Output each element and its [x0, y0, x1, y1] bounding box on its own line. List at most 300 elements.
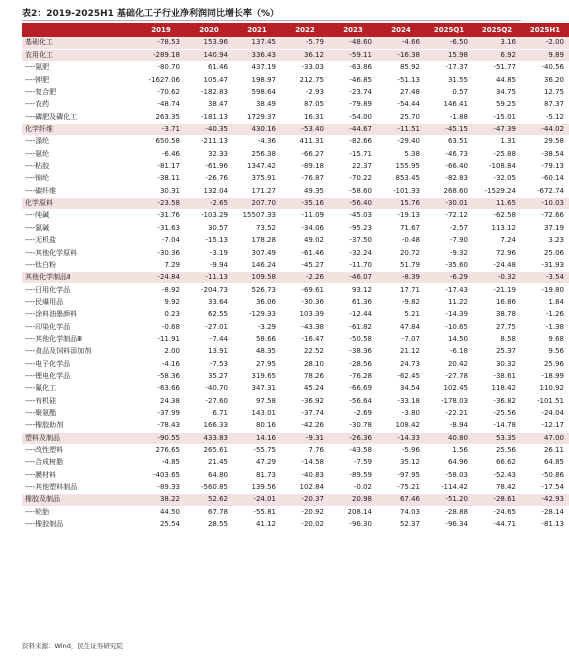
category-row [22, 37, 569, 49]
value-cell: 36.20 [521, 74, 569, 86]
subcategory-row [22, 370, 569, 382]
value-cell: -30.78 [329, 420, 377, 432]
value-cell: -54.44 [377, 99, 425, 111]
value-cell: 7.24 [473, 235, 521, 247]
value-cell: -63.86 [329, 62, 377, 74]
value-cell: -14.39 [425, 309, 473, 321]
row-label: 塑料及制品 [22, 432, 137, 444]
value-cell: 198.97 [233, 74, 281, 86]
value-cell: 40.80 [425, 432, 473, 444]
value-cell: -38.11 [137, 173, 185, 185]
value-cell: -15.01 [473, 111, 521, 123]
value-cell: 20.72 [377, 247, 425, 259]
value-cell: 207.70 [233, 197, 281, 209]
value-cell: 25.06 [521, 247, 569, 259]
value-cell: 29.58 [521, 136, 569, 148]
subcategory-row [22, 210, 569, 222]
value-cell: -19.80 [521, 284, 569, 296]
value-cell: 31.55 [425, 74, 473, 86]
value-cell: -76.87 [281, 173, 329, 185]
value-cell: -40.35 [185, 123, 233, 135]
value-cell: -27.60 [185, 395, 233, 407]
row-label: ----锂电化学品 [22, 370, 137, 382]
value-cell: -62.45 [377, 370, 425, 382]
value-cell: -26.76 [185, 173, 233, 185]
value-cell: 143.01 [233, 407, 281, 419]
value-cell: -0.48 [377, 235, 425, 247]
value-cell: 25.96 [521, 358, 569, 370]
row-label: ----氟化工 [22, 383, 137, 395]
value-cell: 30.31 [137, 185, 185, 197]
value-cell: -89.59 [329, 469, 377, 481]
subcategory-row [22, 284, 569, 296]
value-cell: -76.28 [329, 370, 377, 382]
value-cell: -37.99 [137, 407, 185, 419]
value-cell: -27.01 [185, 321, 233, 333]
value-cell: -289.18 [137, 49, 185, 61]
value-cell: -28.61 [473, 494, 521, 506]
value-cell: -55.75 [233, 444, 281, 456]
value-cell: -37.74 [281, 407, 329, 419]
value-cell: 437.19 [233, 62, 281, 74]
subcategory-row [22, 333, 569, 345]
value-cell: 48.35 [233, 346, 281, 358]
value-cell: -8.94 [425, 420, 473, 432]
value-cell: -52.43 [473, 469, 521, 481]
value-cell: -42.26 [281, 420, 329, 432]
header-cell-2022: 2022 [281, 23, 329, 37]
value-cell: -2.65 [185, 197, 233, 209]
value-cell: 276.65 [137, 444, 185, 456]
value-cell: -20.92 [281, 506, 329, 518]
value-cell: 16.31 [281, 111, 329, 123]
row-label: ----氮肥 [22, 62, 137, 74]
value-cell: -11.51 [377, 123, 425, 135]
value-cell: 87.37 [521, 99, 569, 111]
value-cell: 5.38 [377, 148, 425, 160]
value-cell: 430.16 [233, 123, 281, 135]
value-cell: -61.82 [329, 321, 377, 333]
value-cell: -70.22 [329, 173, 377, 185]
value-cell: -23.58 [137, 197, 185, 209]
value-cell: -46.85 [329, 74, 377, 86]
value-cell: -4.16 [137, 358, 185, 370]
row-label: ----日用化学品 [22, 284, 137, 296]
value-cell: -28.88 [425, 506, 473, 518]
value-cell: 109.58 [233, 272, 281, 284]
value-cell: -22.21 [425, 407, 473, 419]
table-body [22, 37, 569, 531]
value-cell: -40.56 [521, 62, 569, 74]
value-cell: -19.13 [377, 210, 425, 222]
value-cell: -37.50 [329, 235, 377, 247]
value-cell: -48.60 [329, 37, 377, 49]
value-cell: 132.04 [185, 185, 233, 197]
value-cell: -58.36 [137, 370, 185, 382]
value-cell: -36.82 [473, 395, 521, 407]
value-cell: -24.65 [473, 506, 521, 518]
value-cell: -12.17 [521, 420, 569, 432]
value-cell: -90.55 [137, 432, 185, 444]
value-cell: 24.73 [377, 358, 425, 370]
value-cell: 24.38 [137, 395, 185, 407]
row-label: 其他化学制品Ⅱ [22, 272, 137, 284]
value-cell: -29.40 [377, 136, 425, 148]
value-cell: -0.32 [473, 272, 521, 284]
header-row [22, 23, 569, 37]
value-cell: -4.36 [233, 136, 281, 148]
value-cell: -17.54 [521, 481, 569, 493]
value-cell: -96.30 [329, 518, 377, 530]
value-cell: -42.93 [521, 494, 569, 506]
header-cell-2019: 2019 [137, 23, 185, 37]
table-title: 表2：2019-2025H1 基础化工子行业净利润同比增长率（%） [22, 9, 280, 19]
value-cell: -51.13 [377, 74, 425, 86]
value-cell: -101.51 [521, 395, 569, 407]
row-label: ----钾肥 [22, 74, 137, 86]
subcategory-row [22, 259, 569, 271]
subcategory-row [22, 444, 569, 456]
row-label: ----印染化学品 [22, 321, 137, 333]
value-cell: -35.16 [281, 197, 329, 209]
subcategory-row [22, 469, 569, 481]
value-cell: -211.13 [185, 136, 233, 148]
header-cell-2021: 2021 [233, 23, 281, 37]
value-cell: 146.41 [425, 99, 473, 111]
value-cell: 166.33 [185, 420, 233, 432]
value-cell: 5.21 [377, 309, 425, 321]
value-cell: -30.01 [425, 197, 473, 209]
value-cell: -7.04 [137, 235, 185, 247]
value-cell: -61.46 [281, 247, 329, 259]
value-cell: -95.23 [329, 222, 377, 234]
value-cell: -46.73 [425, 148, 473, 160]
value-cell: 53.35 [473, 432, 521, 444]
value-cell: -1.88 [425, 111, 473, 123]
value-cell: -28.14 [521, 506, 569, 518]
value-cell: 28.55 [185, 518, 233, 530]
category-row [22, 197, 569, 209]
value-cell: 74.03 [377, 506, 425, 518]
value-cell: 139.56 [233, 481, 281, 493]
value-cell: 21.45 [185, 457, 233, 469]
value-cell: 38.47 [185, 99, 233, 111]
value-cell: -16.38 [377, 49, 425, 61]
value-cell: -33.03 [281, 62, 329, 74]
value-cell: -2.00 [521, 37, 569, 49]
value-cell: 38.78 [473, 309, 521, 321]
row-label: ----磷肥及磷化工 [22, 111, 137, 123]
value-cell: 22.52 [281, 346, 329, 358]
value-cell: -34.06 [281, 222, 329, 234]
value-cell: -25.56 [473, 407, 521, 419]
value-cell: 6.92 [473, 49, 521, 61]
value-cell: -181.13 [185, 111, 233, 123]
value-cell: -204.73 [185, 284, 233, 296]
subcategory-row [22, 383, 569, 395]
subcategory-row [22, 481, 569, 493]
source-note: 资料来源：Wind，民生证券研究院 [22, 642, 123, 650]
value-cell: -59.11 [329, 49, 377, 61]
value-cell: -96.34 [425, 518, 473, 530]
value-cell: -70.62 [137, 86, 185, 98]
value-cell: -18.99 [521, 370, 569, 382]
category-row [22, 49, 569, 61]
value-cell: -69.61 [281, 284, 329, 296]
value-cell: 93.12 [329, 284, 377, 296]
value-cell: 20.98 [329, 494, 377, 506]
value-cell: 102.45 [425, 383, 473, 395]
value-cell: -35.60 [425, 259, 473, 271]
row-label: ----橡胶制品 [22, 518, 137, 530]
value-cell: -2.26 [281, 272, 329, 284]
value-cell: -8.92 [137, 284, 185, 296]
value-cell: -66.27 [281, 148, 329, 160]
value-cell: -63.66 [137, 383, 185, 395]
value-cell: 63.51 [425, 136, 473, 148]
value-cell: -1.38 [521, 321, 569, 333]
row-label: ----膜材料 [22, 469, 137, 481]
value-cell: 7.76 [281, 444, 329, 456]
value-cell: 52.37 [377, 518, 425, 530]
value-cell: 16.86 [473, 296, 521, 308]
value-cell: -30.36 [281, 296, 329, 308]
value-cell: 263.35 [137, 111, 185, 123]
value-cell: 6.71 [185, 407, 233, 419]
value-cell: 433.83 [185, 432, 233, 444]
value-cell: -20.02 [281, 518, 329, 530]
value-cell: -51.20 [425, 494, 473, 506]
row-label: ----食品及饲料添加剂 [22, 346, 137, 358]
subcategory-row [22, 111, 569, 123]
value-cell: -79.89 [329, 99, 377, 111]
value-cell: -6.50 [425, 37, 473, 49]
value-cell: -7.90 [425, 235, 473, 247]
value-cell: -78.43 [137, 420, 185, 432]
value-cell: 71.67 [377, 222, 425, 234]
value-cell: 51.79 [377, 259, 425, 271]
value-cell: 3.23 [521, 235, 569, 247]
value-cell: -25.88 [473, 148, 521, 160]
value-cell: 59.25 [473, 99, 521, 111]
value-cell: 650.58 [137, 136, 185, 148]
value-cell: -50.58 [329, 333, 377, 345]
value-cell: -78.53 [137, 37, 185, 49]
value-cell: 9.56 [521, 346, 569, 358]
value-cell: -23.74 [329, 86, 377, 98]
value-cell: -82.83 [425, 173, 473, 185]
row-label: ----锦纶 [22, 173, 137, 185]
value-cell: -24.84 [137, 272, 185, 284]
header-cell-2020: 2020 [185, 23, 233, 37]
value-cell: -38.54 [521, 148, 569, 160]
value-cell: 47.00 [521, 432, 569, 444]
value-cell: 61.46 [185, 62, 233, 74]
value-cell: -53.40 [281, 123, 329, 135]
subcategory-row [22, 407, 569, 419]
value-cell: 853.45 [377, 173, 425, 185]
growth-rate-table [22, 23, 569, 531]
subcategory-row [22, 321, 569, 333]
value-cell: 67.78 [185, 506, 233, 518]
value-cell: -62.58 [473, 210, 521, 222]
value-cell: -66.69 [329, 383, 377, 395]
value-cell: 27.95 [233, 358, 281, 370]
value-cell: 118.42 [473, 383, 521, 395]
header-cell-industry [22, 23, 137, 37]
value-cell: -40.83 [281, 469, 329, 481]
value-cell: -82.66 [329, 136, 377, 148]
value-cell: 87.05 [281, 99, 329, 111]
value-cell: -9.32 [425, 247, 473, 259]
value-cell: -178.03 [425, 395, 473, 407]
value-cell: 34.54 [377, 383, 425, 395]
subcategory-row [22, 160, 569, 172]
value-cell: -72.66 [521, 210, 569, 222]
row-label: ----复合肥 [22, 86, 137, 98]
value-cell: -97.95 [377, 469, 425, 481]
value-cell: -89.18 [281, 160, 329, 172]
value-cell: -129.33 [233, 309, 281, 321]
row-label: 橡胶及制品 [22, 494, 137, 506]
value-cell: -9.82 [377, 296, 425, 308]
row-label: ----纯碱 [22, 210, 137, 222]
row-label: ----合成树脂 [22, 457, 137, 469]
value-cell: 3.16 [473, 37, 521, 49]
subcategory-row [22, 518, 569, 530]
value-cell: 208.14 [329, 506, 377, 518]
subcategory-row [22, 358, 569, 370]
value-cell: 64.85 [521, 457, 569, 469]
value-cell: 155.95 [377, 160, 425, 172]
value-cell: 7.29 [137, 259, 185, 271]
value-cell: 12.75 [521, 86, 569, 98]
value-cell: -4.66 [377, 37, 425, 49]
value-cell: 14.16 [233, 432, 281, 444]
value-cell: 140.94 [185, 49, 233, 61]
value-cell: -89.33 [137, 481, 185, 493]
header-cell-2023: 2023 [329, 23, 377, 37]
value-cell: -2.69 [329, 407, 377, 419]
value-cell: -14.33 [377, 432, 425, 444]
value-cell: 45.24 [281, 383, 329, 395]
value-cell: -16.47 [281, 333, 329, 345]
value-cell: -5.12 [521, 111, 569, 123]
value-cell: 44.50 [137, 506, 185, 518]
value-cell: 375.91 [233, 173, 281, 185]
header-cell-2025q1: 2025Q1 [425, 23, 473, 37]
value-cell: -12.44 [329, 309, 377, 321]
row-label: ----改性塑料 [22, 444, 137, 456]
value-cell: -6.29 [425, 272, 473, 284]
category-row [22, 123, 569, 135]
value-cell: 256.38 [233, 148, 281, 160]
value-cell: 27.75 [473, 321, 521, 333]
row-label: ----粘胶 [22, 160, 137, 172]
value-cell: -7.07 [377, 333, 425, 345]
row-label: ----轮胎 [22, 506, 137, 518]
value-cell: 22.37 [329, 160, 377, 172]
value-cell: 11.22 [425, 296, 473, 308]
row-label: ----其他塑料制品 [22, 481, 137, 493]
value-cell: -31.63 [137, 222, 185, 234]
value-cell: 411.31 [281, 136, 329, 148]
value-cell: 14.50 [425, 333, 473, 345]
value-cell: -2.93 [281, 86, 329, 98]
value-cell: 49.35 [281, 185, 329, 197]
value-cell: 319.65 [233, 370, 281, 382]
row-label: ----聚氨酯 [22, 407, 137, 419]
value-cell: -24.01 [233, 494, 281, 506]
value-cell: 336.43 [233, 49, 281, 61]
value-cell: -101.33 [377, 185, 425, 197]
value-cell: 9.92 [137, 296, 185, 308]
value-cell: -45.15 [425, 123, 473, 135]
value-cell: -44.67 [329, 123, 377, 135]
value-cell: 1729.37 [233, 111, 281, 123]
value-cell: -7.44 [185, 333, 233, 345]
value-cell: 33.64 [185, 296, 233, 308]
value-cell: -60.14 [521, 173, 569, 185]
subcategory-row [22, 148, 569, 160]
value-cell: 81.73 [233, 469, 281, 481]
value-cell: -5.79 [281, 37, 329, 49]
value-cell: 110.92 [521, 383, 569, 395]
value-cell: -56.40 [329, 197, 377, 209]
value-cell: 526.73 [233, 284, 281, 296]
value-cell: -7.59 [329, 457, 377, 469]
value-cell: -9.94 [185, 259, 233, 271]
value-cell: 113.12 [473, 222, 521, 234]
value-cell: -4.85 [137, 457, 185, 469]
subcategory-row [22, 420, 569, 432]
value-cell: -1627.06 [137, 74, 185, 86]
value-cell: -81.17 [137, 160, 185, 172]
row-label: ----氨纶 [22, 148, 137, 160]
value-cell: 25.70 [377, 111, 425, 123]
subcategory-row [22, 62, 569, 74]
value-cell: 30.32 [473, 358, 521, 370]
value-cell: -2.57 [425, 222, 473, 234]
subcategory-row [22, 309, 569, 321]
value-cell: 49.02 [281, 235, 329, 247]
value-cell: -44.71 [473, 518, 521, 530]
value-cell: 598.64 [233, 86, 281, 98]
subcategory-row [22, 395, 569, 407]
value-cell: 15.76 [377, 197, 425, 209]
value-cell: -72.12 [425, 210, 473, 222]
subcategory-row [22, 457, 569, 469]
value-cell: 15.98 [425, 49, 473, 61]
value-cell: -27.78 [425, 370, 473, 382]
value-cell: 25.37 [473, 346, 521, 358]
value-cell: -3.19 [185, 247, 233, 259]
value-cell: -6.18 [425, 346, 473, 358]
value-cell: 137.45 [233, 37, 281, 49]
value-cell: -32.05 [473, 173, 521, 185]
subcategory-row [22, 173, 569, 185]
value-cell: 58.66 [233, 333, 281, 345]
value-cell: 103.39 [281, 309, 329, 321]
value-cell: -47.39 [473, 123, 521, 135]
category-row [22, 432, 569, 444]
value-cell: 47.84 [377, 321, 425, 333]
value-cell: -15.13 [185, 235, 233, 247]
value-cell: 52.62 [185, 494, 233, 506]
value-cell: -3.29 [233, 321, 281, 333]
value-cell: 108.42 [377, 420, 425, 432]
value-cell: 38.49 [233, 99, 281, 111]
